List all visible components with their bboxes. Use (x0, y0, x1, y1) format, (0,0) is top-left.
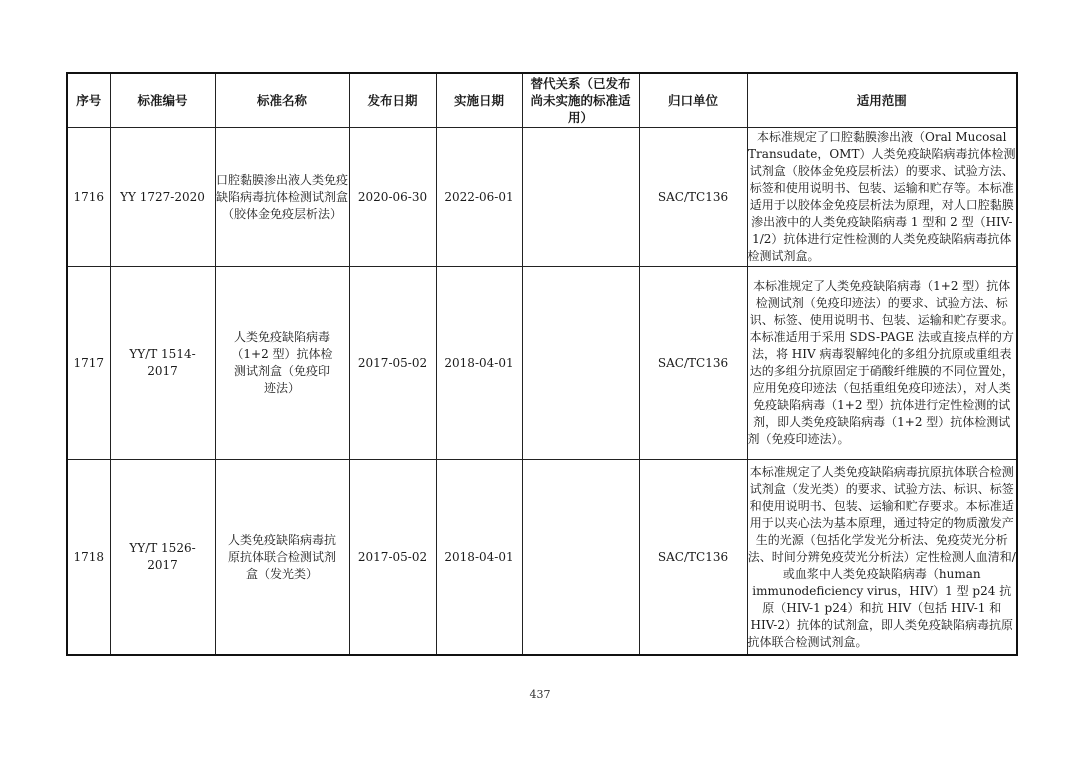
header-publish-date: 发布日期 (349, 73, 436, 128)
standards-table (66, 72, 1018, 656)
cell-unit: SAC/TC136 (639, 128, 747, 267)
header-code: 标准编号 (110, 73, 215, 128)
cell-name: 人类免疫缺陷病毒抗原抗体联合检测试剂盒（发光类） (215, 460, 349, 656)
cell-code: YY 1727-2020 (110, 128, 215, 267)
cell-seq: 1716 (67, 128, 110, 267)
header-unit: 归口单位 (639, 73, 747, 128)
cell-replacement (522, 128, 639, 267)
cell-code: YY/T 1514-2017 (110, 267, 215, 460)
cell-unit: SAC/TC136 (639, 267, 747, 460)
cell-implement-date: 2022-06-01 (436, 128, 522, 267)
cell-scope: 本标准规定了口腔黏膜渗出液（Oral Mucosal Transudate，OMT）人类免疫缺陷病毒抗体检测试剂盒（胶体金免疫层析法）的要求、试验方法、标签和使用说明书、包装、运输和贮存等。本标准适用于以胶体金免疫层析法为原理，对人口腔黏膜渗出液中的人类免疫缺陷病毒 1 型和 2 型（HIV-1/2）抗体进行定性检测的人类免疫缺陷病毒抗体检测试剂盒。 (747, 128, 1017, 267)
cell-name: 口腔黏膜渗出液人类免疫缺陷病毒抗体检测试剂盒（胶体金免疫层析法） (215, 128, 349, 267)
cell-scope: 本标准规定了人类免疫缺陷病毒抗原抗体联合检测试剂盒（发光类）的要求、试验方法、标识、标签和使用说明书、包装、运输和贮存要求。本标准适用于以夹心法为基本原理，通过特定的物质激发产生的光源（包括化学发光分析法、免疫荧光分析法、时间分辨免疫荧光分析法）定性检测人血清和/或血浆中人类免疫缺陷病毒（human immunodeficiency virus，HIV）1 型 p24 抗原（HIV-1 p24）和抗 HIV（包括 HIV-1 和 HIV-2）抗体的试剂盒，即人类免疫缺陷病毒抗原抗体联合检测试剂盒。 (747, 460, 1017, 656)
cell-publish-date: 2020-06-30 (349, 128, 436, 267)
header-implement-date: 实施日期 (436, 73, 522, 128)
cell-publish-date: 2017-05-02 (349, 460, 436, 656)
cell-implement-date: 2018-04-01 (436, 267, 522, 460)
cell-scope: 本标准规定了人类免疫缺陷病毒（1+2 型）抗体检测试剂（免疫印迹法）的要求、试验方法、标识、标签、使用说明书、包装、运输和贮存要求。本标准适用于采用 SDS-PAGE 法或直接点样的方法，将 HIV 病毒裂解纯化的多组分抗原或重组表达的多组分抗原固定于硝酸纤维膜的不同位置处，应用免疫印迹法（包括重组免疫印迹法），对人类免疫缺陷病毒（1+2 型）抗体进行定性检测的试剂，即人类免疫缺陷病毒（1+2 型）抗体检测试剂（免疫印迹法）。 (747, 267, 1017, 460)
cell-replacement (522, 267, 639, 460)
header-name: 标准名称 (215, 73, 349, 128)
cell-replacement (522, 460, 639, 656)
cell-code: YY/T 1526-2017 (110, 460, 215, 656)
cell-implement-date: 2018-04-01 (436, 460, 522, 656)
cell-seq: 1717 (67, 267, 110, 460)
page-number: 437 (529, 688, 551, 701)
header-seq: 序号 (67, 73, 110, 128)
cell-name: 人类免疫缺陷病毒（1+2 型）抗体检测试剂盒（免疫印迹法） (215, 267, 349, 460)
table-row (67, 128, 1017, 267)
table-row (67, 460, 1017, 656)
header-scope: 适用范围 (747, 73, 1017, 128)
cell-seq: 1718 (67, 460, 110, 656)
table-row (67, 267, 1017, 460)
header-row (67, 73, 1017, 128)
header-replacement: 替代关系（已发布尚未实施的标准适用） (522, 73, 639, 128)
cell-publish-date: 2017-05-02 (349, 267, 436, 460)
cell-unit: SAC/TC136 (639, 460, 747, 656)
